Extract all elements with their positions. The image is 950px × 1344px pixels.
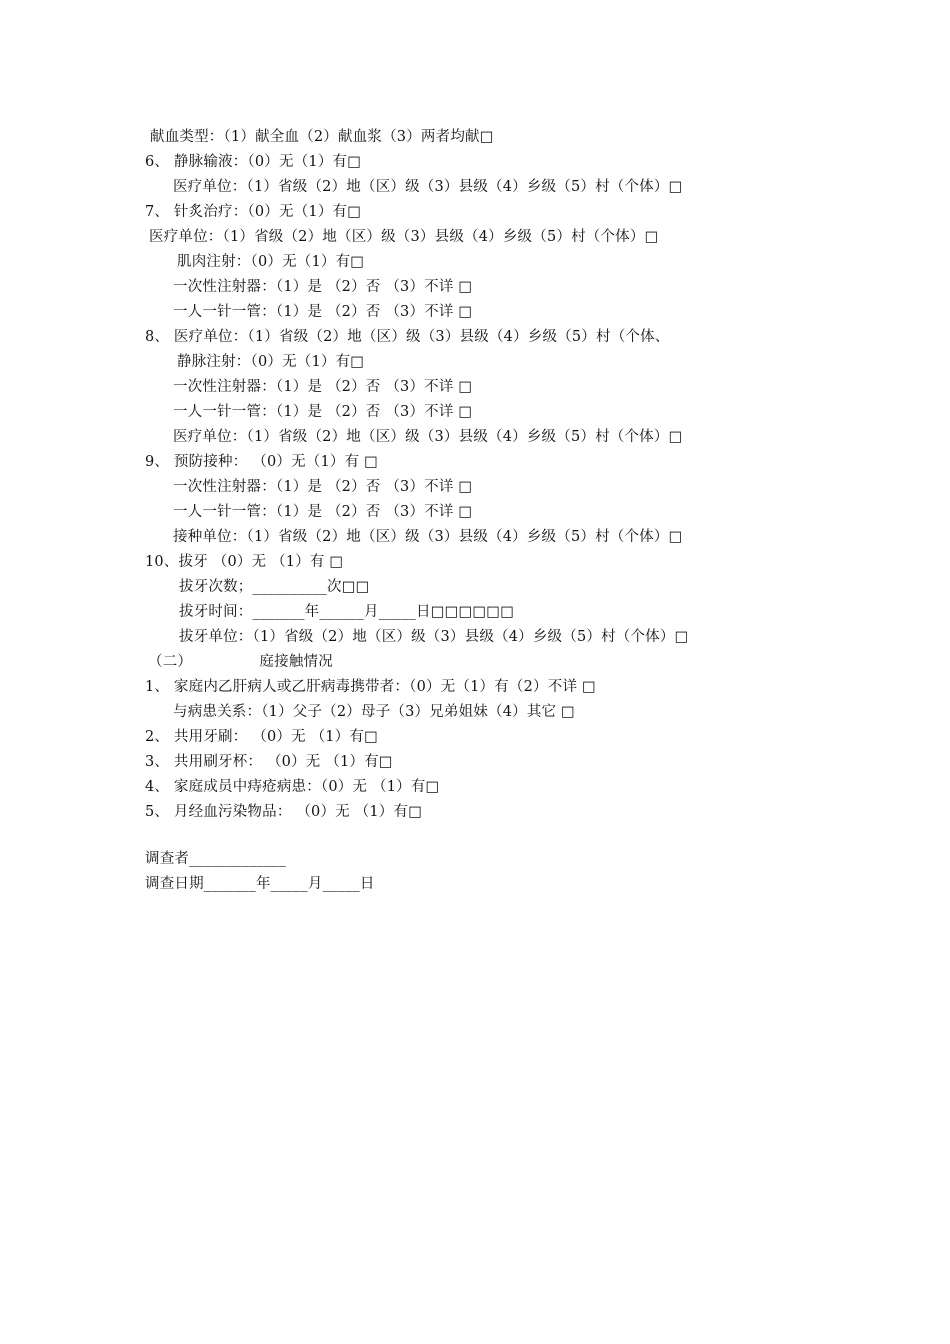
family-hemorrhoid-patient: 4、 家庭成员中痔疮病患：（0）无 （1）有□ xyxy=(145,779,440,795)
item-10-tooth-extraction: 10、拔牙 （0）无 （1）有 □ xyxy=(145,554,344,570)
relationship-with-patient: 与病患关系：（1）父子（2）母子（3）兄弟姐妹（4）其它 □ xyxy=(173,704,575,720)
im-disposable-syringe: 一次性注射器：（1）是 （2）否 （3）不详 □ xyxy=(173,279,473,295)
intravenous-injection: 静脉注射：（0）无（1）有□ xyxy=(177,354,365,370)
im-one-needle-one-tube: 一人一针一管：（1）是 （2）否 （3）不详 □ xyxy=(173,304,473,320)
section-2-household-contact: （二） 庭接触情况 xyxy=(148,654,333,670)
investigator-field: 调查者_____________ xyxy=(145,851,286,867)
extraction-count: 拔牙次数；__________次□□ xyxy=(179,579,370,595)
item-7-acupuncture: 7、 针炙治疗：（0）无（1）有□ xyxy=(145,204,362,220)
vaccination-disposable-syringe: 一次性注射器：（1）是 （2）否 （3）不详 □ xyxy=(173,479,473,495)
menstrual-blood-contamination: 5、 月经血污染物品： （0）无 （1）有□ xyxy=(145,804,423,820)
extraction-date: 拔牙时间：_______年______月_____日□□□□□□ xyxy=(179,604,515,620)
blood-donation-type: 献血类型：（1）献全血（2）献血浆（3）两者均献□ xyxy=(150,129,494,145)
intramuscular-injection: 肌肉注射：（0）无（1）有□ xyxy=(177,254,365,270)
extraction-unit: 拔牙单位：（1）省级（2）地（区）级（3）县级（4）乡级（5）村（个体）□ xyxy=(179,629,689,645)
item-9-vaccination: 9、 预防接种： （0）无（1）有 □ xyxy=(145,454,379,470)
iv-medical-unit: 医疗单位：（1）省级（2）地（区）级（3）县级（4）乡级（5）村（个体）□ xyxy=(173,179,683,195)
household-hbv-carrier: 1、 家庭内乙肝病人或乙肝病毒携带者：（0）无（1）有（2）不详 □ xyxy=(145,679,596,695)
shared-toothbrush: 2、 共用牙刷： （0）无 （1）有□ xyxy=(145,729,379,745)
item-6-iv-infusion: 6、 静脉输液：（0）无（1）有□ xyxy=(145,154,362,170)
investigation-date-field: 调查日期_______年_____月_____日 xyxy=(145,876,375,892)
iv-one-needle-one-tube: 一人一针一管：（1）是 （2）否 （3）不详 □ xyxy=(173,404,473,420)
vaccination-unit: 接种单位：（1）省级（2）地（区）级（3）县级（4）乡级（5）村（个体）□ xyxy=(173,529,683,545)
iv-disposable-syringe: 一次性注射器：（1）是 （2）否 （3）不详 □ xyxy=(173,379,473,395)
item-8-medical-unit: 8、 医疗单位：（1）省级（2）地（区）级（3）县级（4）乡级（5）村（个体、 xyxy=(145,329,670,345)
iv-injection-medical-unit: 医疗单位：（1）省级（2）地（区）级（3）县级（4）乡级（5）村（个体）□ xyxy=(173,429,683,445)
acupuncture-medical-unit: 医疗单位：（1）省级（2）地（区）级（3）县级（4）乡级（5）村（个体）□ xyxy=(149,229,659,245)
vaccination-one-needle-one-tube: 一人一针一管：（1）是 （2）否 （3）不详 □ xyxy=(173,504,473,520)
shared-toothbrush-cup: 3、 共用刷牙杯： （0）无 （1）有□ xyxy=(145,754,393,770)
